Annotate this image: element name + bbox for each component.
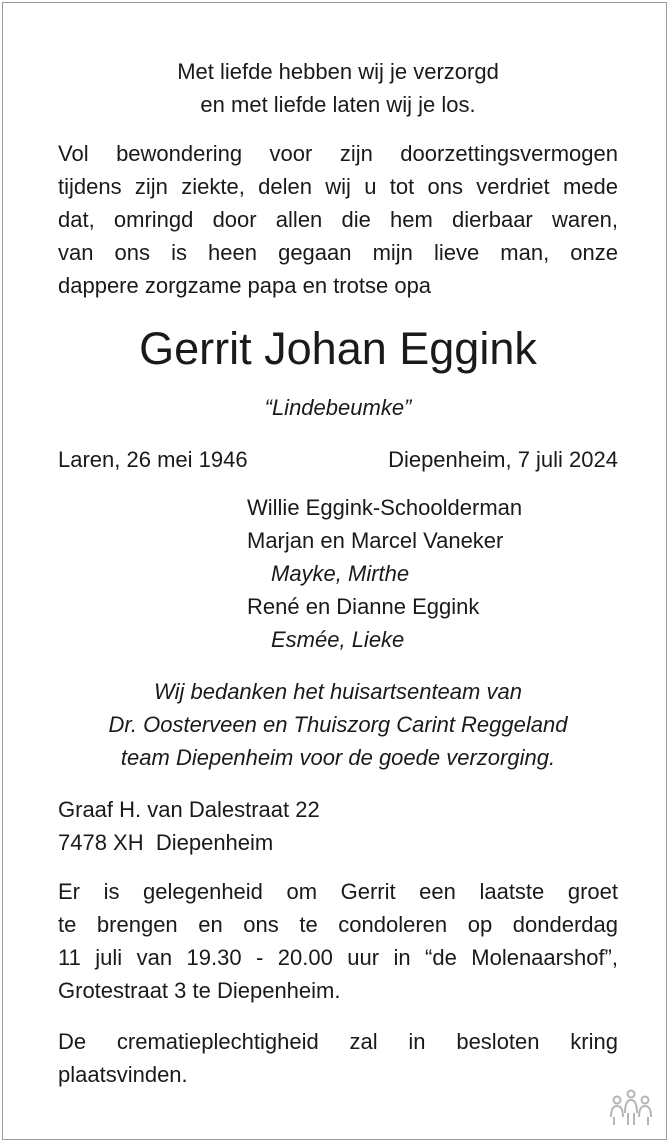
family-member: René en Dianne Eggink (247, 594, 480, 619)
obituary-card (2, 2, 667, 1140)
thanks-line: team Diepenheim voor de goede verzorging. (120, 745, 556, 770)
motto (58, 55, 618, 121)
birth-date: Laren, 26 mei 1946 (58, 447, 248, 472)
address-line: Graaf H. van Dalestraat 22 (58, 797, 320, 822)
address-line: 7478 XH Diepenheim (58, 830, 274, 855)
intro-line: Vol bewondering voor zijn doorzettingsvermogen (58, 141, 618, 166)
grandchildren: Mayke, Mirthe (271, 561, 410, 586)
thanks-line: Dr. Oosterveen en Thuiszorg Carint Reggeland (108, 712, 568, 737)
visitation-line: Er is gelegenheid om Gerrit een laatste groet (58, 879, 618, 904)
family-member: Marjan en Marcel Vaneker (247, 528, 504, 553)
visitation-line: Grotestraat 3 te Diepenheim. (58, 978, 341, 1003)
life-dates (58, 443, 618, 476)
deceased-name: Gerrit Johan Eggink (139, 323, 537, 374)
cremation-line: De crematieplechtigheid zal in besloten kring (58, 1029, 618, 1054)
cremation-paragraph (58, 1025, 618, 1091)
intro-line: dat, omringd door allen die hem dierbaar waren, (58, 207, 618, 232)
thanks-paragraph (58, 675, 618, 774)
motto-line: en met liefde laten wij je los. (200, 92, 476, 117)
family-list (247, 491, 627, 656)
intro-line: dappere zorgzame papa en trotse opa (58, 273, 432, 298)
thanks-line: Wij bedanken het huisartsenteam van (154, 679, 522, 704)
cremation-line: plaatsvinden. (58, 1062, 188, 1087)
nickname-text: “Lindebeumke” (264, 395, 412, 420)
people-group-icon (606, 1089, 656, 1127)
nickname (58, 391, 618, 424)
correspondence-address (58, 793, 618, 859)
intro-line: van ons is heen gegaan mijn lieve man, onze (58, 240, 618, 265)
intro-paragraph (58, 137, 618, 302)
visitation-line: 11 juli van 19.30 - 20.00 uur in “de Molenaarshof”, (58, 945, 618, 970)
family-member: Willie Eggink-Schoolderman (247, 495, 523, 520)
visitation-paragraph (58, 875, 618, 1007)
motto-line: Met liefde hebben wij je verzorgd (177, 59, 499, 84)
visitation-line: te brengen en ons te condoleren op donderdag (58, 912, 618, 937)
grandchildren: Esmée, Lieke (271, 627, 405, 652)
intro-line: tijdens zijn ziekte, delen wij u tot ons verdriet mede (58, 174, 618, 199)
death-date: Diepenheim, 7 juli 2024 (388, 447, 618, 472)
